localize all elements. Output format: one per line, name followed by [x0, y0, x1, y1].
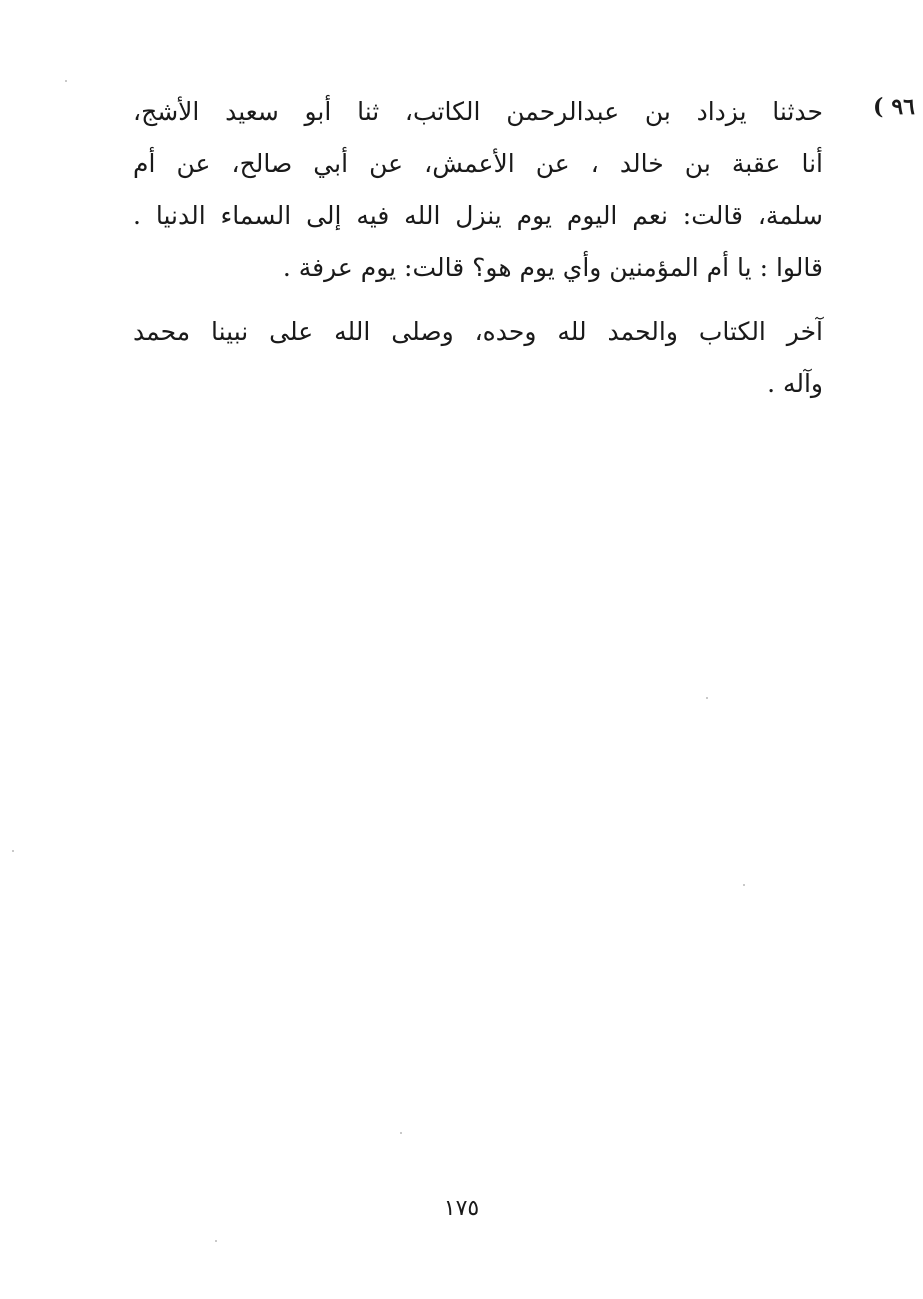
hadith-line-2: أنا عقبة بن خالد ، عن الأعمش، عن أبي صالح، عن أم — [133, 149, 823, 178]
colophon-line-2: وآله . — [767, 369, 823, 398]
colophon-line-1: آخر الكتاب والحمد لله وحده، وصلى الله على نبينا محمد — [133, 317, 823, 346]
scan-speck — [12, 850, 14, 852]
hadith-number-paren: ) — [872, 94, 884, 120]
hadith-entry — [133, 86, 915, 294]
scan-speck — [65, 80, 67, 82]
hadith-line-4: قالوا : يا أم المؤمنين وأي يوم هو؟ قالت: يوم عرفة . — [282, 253, 823, 282]
hadith-line-3: سلمة، قالت: نعم اليوم يوم ينزل الله فيه إلى السماء الدنيا . — [133, 201, 823, 230]
hadith-number — [873, 94, 915, 120]
colophon — [133, 306, 823, 410]
scan-speck — [743, 884, 745, 886]
hadith-number-value: ٩٦ — [891, 94, 915, 120]
scan-speck — [706, 697, 708, 699]
page-number: ١٧٥ — [443, 1196, 480, 1221]
scan-speck — [215, 1240, 217, 1242]
hadith-line-1: حدثنا يزداد بن عبدالرحمن الكاتب، ثنا أبو سعيد الأشج، — [133, 97, 823, 126]
scan-speck — [400, 1132, 402, 1134]
